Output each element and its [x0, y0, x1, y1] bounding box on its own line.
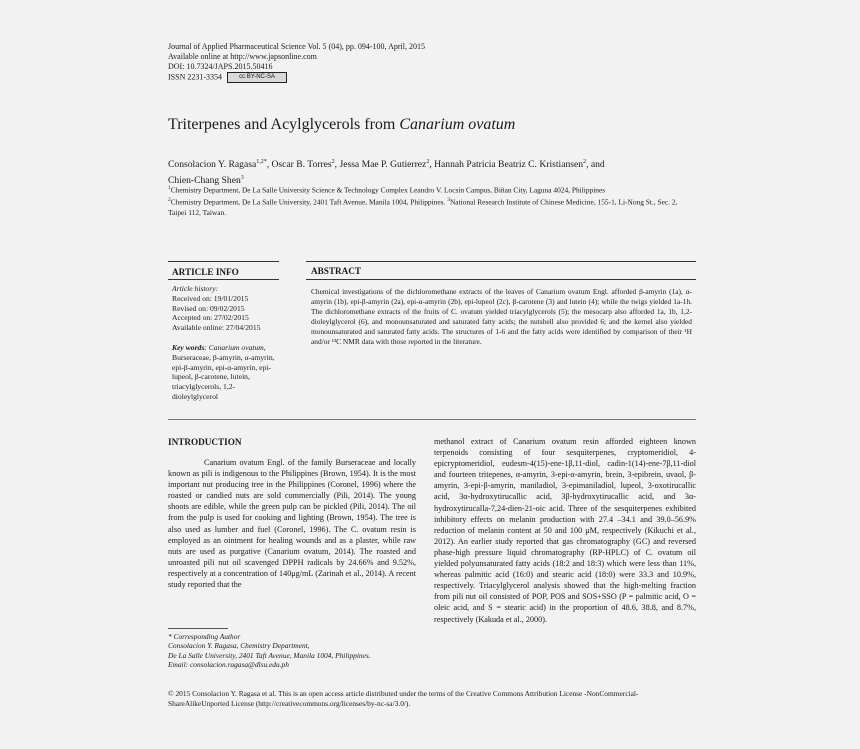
corresponding-author [168, 632, 418, 670]
doi[interactable]: DOI: 10.7324/JAPS.2015.50416 [168, 62, 273, 71]
introduction-paragraph-1: Canarium ovatum Engl. of the family Burseraceae and locally known as pili is indigenous to the Philippines (Brown, 1954). It is the most important nut producing tree in the Philippines (Coronel, 1996) where the roasted or candied nuts are sold commercially (Pili, 2014). The young shoots are edible, while the green pulp can be pickled (Pili, 2014). The oil from the pulp is used for cooking and lighting (Brown, 1954). The tree is also used as lumber and fuel (Coronel, 1996). The C. ovatum resin is employed as an ointment for healing wounds and as a plaster, while raw nuts are used as purgative (Canarium ovatum, 2014). The roasted and unroasted pili nut oil scavenged DPPH radicals by 24.66% and 9.52%, respectively at a concentration of 140μg/mL (Zarinah et al., 2014). A recent study reported that the [168, 458, 416, 590]
journal-citation: Journal of Applied Pharmaceutical Science Vol. 5 (04), pp. 094-100, April, 2015 [168, 42, 425, 51]
footnote-rule [168, 628, 228, 629]
corresponding-name: Consolacion Y. Ragasa, Chemistry Department, [168, 641, 310, 651]
corresponding-label: * Corresponding Author [168, 632, 241, 641]
corresponding-address: De La Salle University, 2401 Taft Avenue, Manila 1004, Philippines. [168, 650, 371, 660]
available-date: Available online: 27/04/2015 [172, 323, 261, 333]
revised-date: Revised on: 09/02/2015 [172, 303, 245, 313]
cc-license-icon[interactable]: cc BY-NC-SA [227, 72, 287, 83]
introduction-heading: INTRODUCTION [168, 437, 242, 447]
section-divider [168, 419, 696, 420]
journal-header [168, 42, 425, 83]
article-info-bottom-rule [168, 279, 279, 280]
article-info [172, 284, 278, 402]
abstract-heading: ABSTRACT [311, 266, 362, 276]
affiliation-2-3: $^2$Chemistry Department, De La Salle University, 2401 Taft Avenue, Manila 1004, Philippines. $^3$National Research Institute of Chinese Medicine, 155-1, Li-Nong St., Sec. 2, Taipei 112, Taiwan. [168, 197, 678, 217]
title-plain: Triterpenes and Acylglycerols from [168, 116, 400, 133]
accepted-date: Accepted on: 27/02/2015 [172, 313, 249, 323]
affiliation-1: $^1$Chemistry Department, De La Salle University Science & Technology Complex Leandro V. Locsin Campus, Biñan City, Laguna 4024, Philippines [168, 185, 606, 195]
article-info-top-rule [168, 261, 279, 262]
keywords: Key words: Canarium ovatum, Burseraceae, β-amyrin, α-amyrin, epi-β-amyrin, epi-α-amyrin, epi-lupeol, β-carotene, lutein, triacylglycerols, 1,2-dioleylglycerol [172, 342, 275, 401]
history-label: Article history: [172, 284, 219, 293]
abstract-bottom-rule [306, 279, 696, 280]
received-date: Received on: 19/01/2015 [172, 293, 249, 303]
paper-title [168, 115, 515, 135]
abstract-text: Chemical investigations of the dichloromethane extracts of the leaves of Canarium ovatum Engl. afforded β-amyrin (1a), α-amyrin (1b), epi-β-amyrin (2a), epi-α-amyrin (2b), epi-lupeol (2c), β-carotene (3) and lutein (4); while the twigs yielded 1a-1h. The dichloromethane extracts of the fruits of C. ovatum yielded triacylglycerols (5); the mesocarp also afforded 1a, 1b, 1,2-dioleylglycerol (6), and monounsaturated and saturated fatty acids; the nutshell also provided 6; and the kernel also yielded monounsaturated and saturated fatty acids. The structures of 1-6 and the fatty acids were identified by comparison of their ¹H and/or ¹³C NMR data with those reported in the literature. [311, 287, 692, 347]
license-footer: © 2015 Consolacion Y. Ragasa et al. This is an open access article distributed under the terms of the Creative Commons Attribution License -NonCommercial-ShareAlikeUnported License (http://creativecommons.org/licenses/by-nc-sa/3.0/). [168, 689, 639, 708]
introduction-paragraph-2: methanol extract of Canarium ovatum resin afforded eighteen known terpenoids consisting of four sesquiterpenes, cryptomeridiol, 4-epicryptomeridiol, eudesm-4(15)-ene-1β,11-diol, cadin-1(14)-ene-7β,11-diol and fourteen tritepenes, α-amyrin, 3-epi-α-amyrin, brein, 3-epibrein, uvaol, β-amyrin, 3-epi-β-amyrin, maniladiol, 3-epimaniladiol, lupeol, 3-oxotirucallic acid, 3α-hydroxytirucallic acid, 3β-hydroxytirucallic acid, and 3α-hydroxytirucalla-7,24-dien-21-oic acid. Three of the sesquiterpenes exhibited inhibitory effects on melanin production with 27.4 –34.1 and 39.0–56.9% reduction of melanin content at 50 and 100 μM, respectively (Kikuchi et al., 2012). An earlier study reported that gas chromatography (GC) and reversed phase-high pressure liquid chromatography (RP-HPLC) of C. ovatum oil yielded polyunsaturated fatty acids (18:2 and 18:3) which were less than 11%, whereas palmitic acid (16:0) and stearic acid (18:0) were 33.3 and 10.9%, respectively. Triacylglycerol analysis showed that the high-melting fraction from pili nut oil consisted of POP, POS and SOS+SSO (P = palmitic acid, O = oleic acid, and S = stearic acid) in the proportion of 48.6, 38.8, and 8.7%, respectively (Kakuda et al., 2000). [434, 437, 696, 624]
issn-line [168, 72, 425, 83]
affiliations [168, 183, 692, 218]
title-species: Canarium ovatum [399, 116, 516, 133]
journal-url[interactable]: Available online at http://www.japsonline.com [168, 52, 317, 61]
author-line-1: Consolacion Y. Ragasa$^{1,2*}$, Oscar B. Torres$^2$, Jessa Mae P. Gutierrez$^2$, Hannah Patricia Beatriz C. Kristiansen$^2$, and [168, 159, 605, 171]
corresponding-email[interactable]: Email: consolacion.ragasa@dlsu.edu.ph [168, 660, 289, 670]
abstract-top-rule [306, 261, 696, 262]
issn: ISSN 2231-3354 [168, 72, 223, 82]
author-line-2: Chien-Chang Shen$^3$ [168, 174, 244, 186]
article-info-heading: ARTICLE INFO [172, 267, 239, 277]
